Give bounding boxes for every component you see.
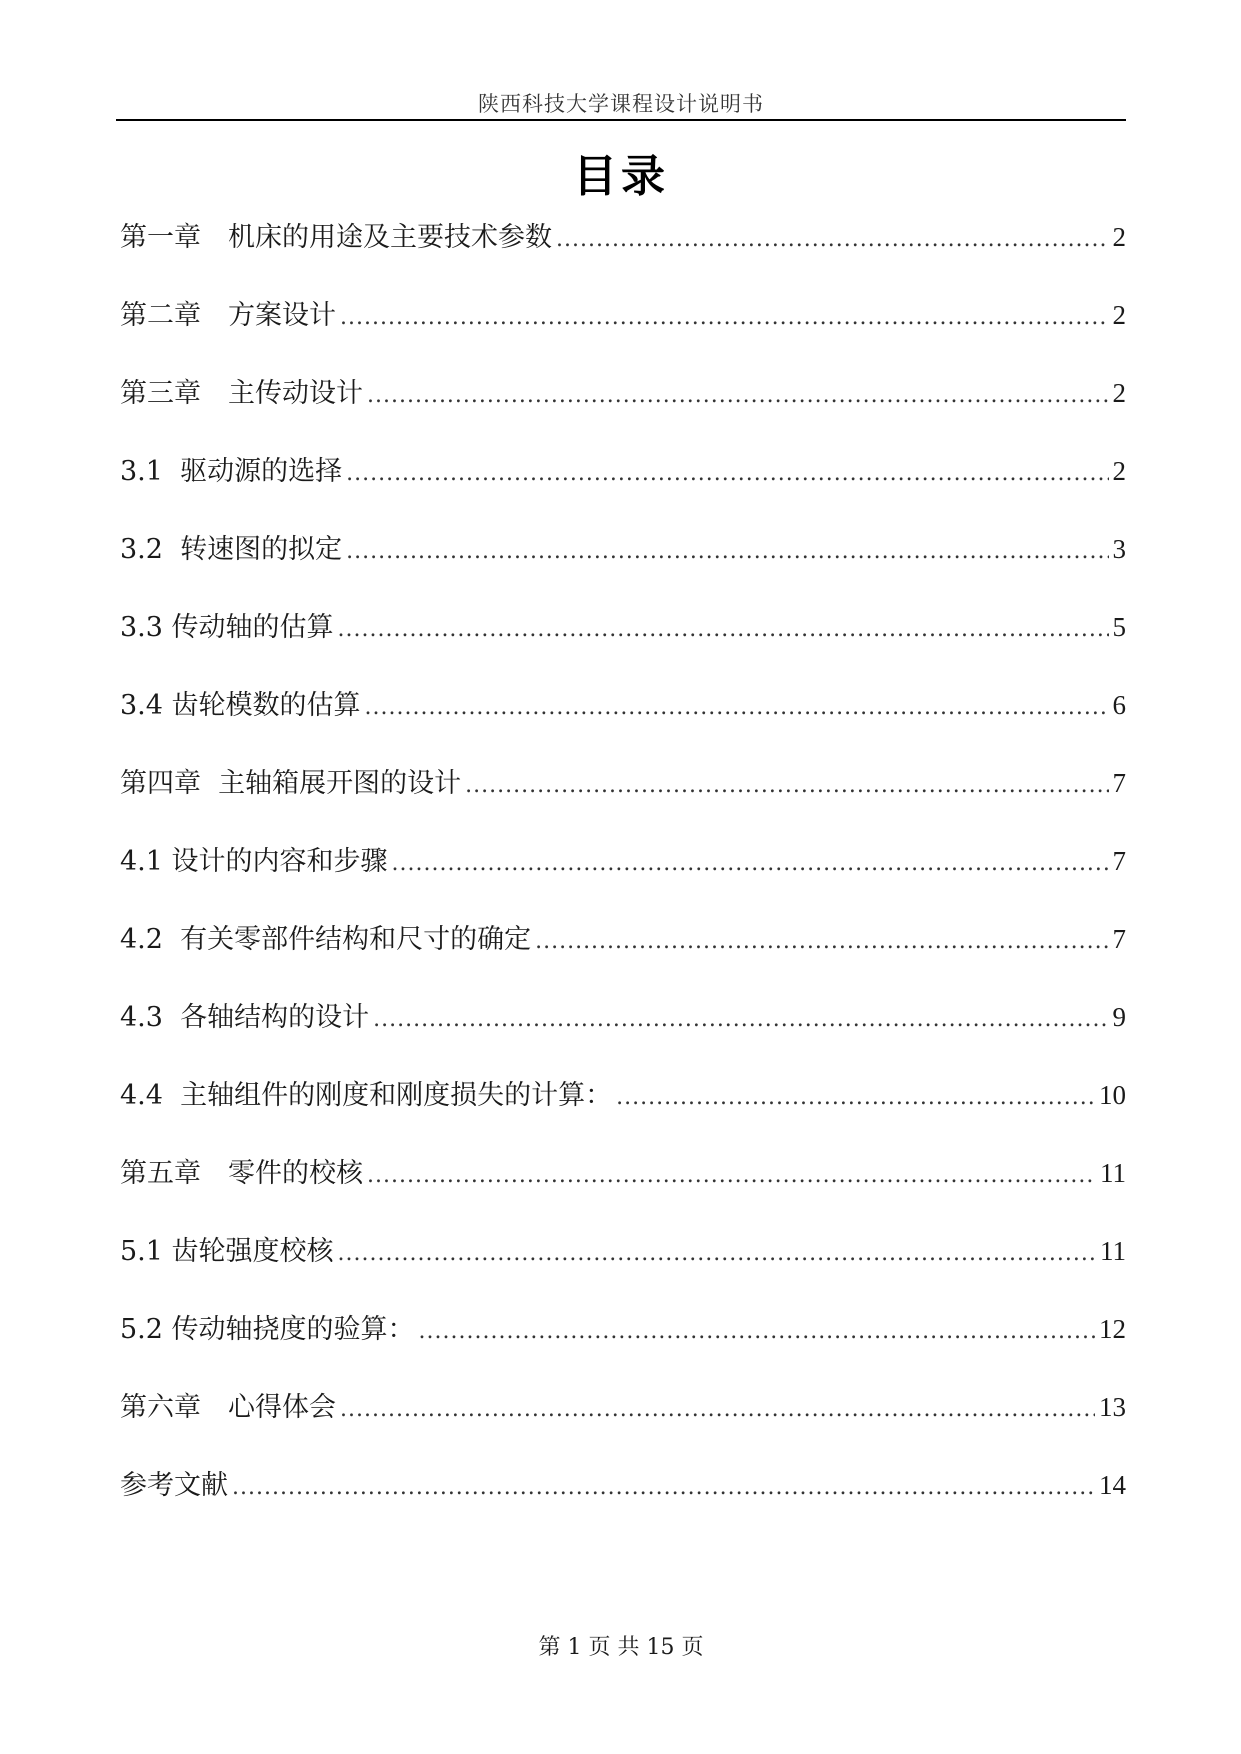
toc-entry-chapter-4[interactable] — [120, 761, 1126, 839]
toc-entry-page: 2 — [1112, 300, 1126, 330]
toc-entry-page: 6 — [1112, 690, 1126, 720]
toc-leader-dots — [338, 1241, 1096, 1266]
toc-entry-chapter-5[interactable] — [120, 1151, 1126, 1229]
toc-entry-label: 第六章 心得体会 — [120, 1392, 336, 1423]
toc-entry-chapter-1[interactable] — [120, 215, 1126, 293]
toc-leader-dots — [340, 305, 1109, 330]
toc-leader-dots — [232, 1475, 1095, 1500]
toc-leader-dots — [365, 695, 1109, 720]
toc-entry-section-4-1[interactable] — [120, 839, 1126, 917]
toc-leader-dots — [367, 383, 1109, 408]
toc-leader-dots — [556, 227, 1109, 252]
toc-list — [120, 215, 1126, 1541]
toc-leader-dots — [338, 617, 1109, 642]
toc-entry-label: 4.3 各轴结构的设计 — [120, 1002, 370, 1033]
toc-entry-label: 3.4 齿轮模数的估算 — [120, 690, 361, 721]
toc-entry-label: 5.2 传动轴挠度的验算： — [120, 1314, 415, 1345]
toc-entry-page: 2 — [1112, 456, 1126, 486]
toc-entry-section-5-1[interactable] — [120, 1229, 1126, 1307]
toc-entry-label: 4.4 主轴组件的刚度和刚度损失的计算： — [120, 1080, 613, 1111]
toc-leader-dots — [346, 539, 1108, 564]
toc-leader-dots — [373, 1007, 1108, 1032]
toc-entry-label: 4.2 有关零部件结构和尺寸的确定 — [120, 924, 532, 955]
toc-leader-dots — [367, 1163, 1096, 1188]
page-header: 陕西科技大学课程设计说明书 — [478, 92, 764, 116]
toc-title: 目录 — [573, 151, 669, 202]
toc-entry-chapter-3[interactable] — [120, 371, 1126, 449]
toc-leader-dots — [392, 851, 1109, 876]
toc-entry-page: 5 — [1112, 612, 1126, 642]
toc-entry-section-4-4[interactable] — [120, 1073, 1126, 1151]
toc-entry-label: 4.1 设计的内容和步骤 — [120, 846, 388, 877]
toc-entry-page: 9 — [1112, 1002, 1126, 1032]
toc-entry-label: 5.1 齿轮强度校核 — [120, 1236, 334, 1267]
toc-entry-label: 3.3 传动轴的估算 — [120, 612, 334, 643]
toc-entry-section-3-2[interactable] — [120, 527, 1126, 605]
header-rule — [116, 119, 1126, 121]
toc-entry-label: 第二章 方案设计 — [120, 300, 336, 331]
toc-entry-page: 3 — [1112, 534, 1126, 564]
toc-entry-label: 第五章 零件的校核 — [120, 1158, 363, 1189]
toc-entry-section-3-4[interactable] — [120, 683, 1126, 761]
toc-entry-label: 第四章 主轴箱展开图的设计 — [120, 768, 462, 799]
toc-entry-page: 12 — [1099, 1314, 1126, 1344]
toc-entry-page: 11 — [1100, 1236, 1126, 1266]
toc-leader-dots — [465, 773, 1108, 798]
toc-entry-label: 第一章 机床的用途及主要技术参数 — [120, 222, 552, 253]
toc-leader-dots — [616, 1085, 1095, 1110]
toc-entry-section-3-1[interactable] — [120, 449, 1126, 527]
toc-entry-section-4-2[interactable] — [120, 917, 1126, 995]
page-footer: 第 1 页 共 15 页 — [538, 1635, 704, 1660]
toc-entry-section-3-3[interactable] — [120, 605, 1126, 683]
toc-entry-section-4-3[interactable] — [120, 995, 1126, 1073]
toc-leader-dots — [340, 1397, 1095, 1422]
toc-leader-dots — [346, 461, 1108, 486]
toc-entry-label: 第三章 主传动设计 — [120, 378, 363, 409]
toc-entry-page: 11 — [1100, 1158, 1126, 1188]
toc-entry-page: 7 — [1112, 768, 1126, 798]
toc-entry-page: 7 — [1112, 924, 1126, 954]
toc-entry-page: 7 — [1112, 846, 1126, 876]
toc-leader-dots — [535, 929, 1108, 954]
toc-entry-page: 2 — [1112, 378, 1126, 408]
toc-entry-page: 2 — [1112, 222, 1126, 252]
toc-entry-references[interactable] — [120, 1463, 1126, 1541]
toc-entry-page: 10 — [1099, 1080, 1126, 1110]
toc-entry-chapter-2[interactable] — [120, 293, 1126, 371]
toc-leader-dots — [419, 1319, 1095, 1344]
toc-entry-page: 13 — [1099, 1392, 1126, 1422]
toc-entry-section-5-2[interactable] — [120, 1307, 1126, 1385]
toc-entry-label: 3.1 驱动源的选择 — [120, 456, 343, 487]
toc-entry-label: 参考文献 — [120, 1470, 228, 1501]
toc-entry-page: 14 — [1099, 1470, 1126, 1500]
toc-entry-label: 3.2 转速图的拟定 — [120, 534, 343, 565]
toc-entry-chapter-6[interactable] — [120, 1385, 1126, 1463]
